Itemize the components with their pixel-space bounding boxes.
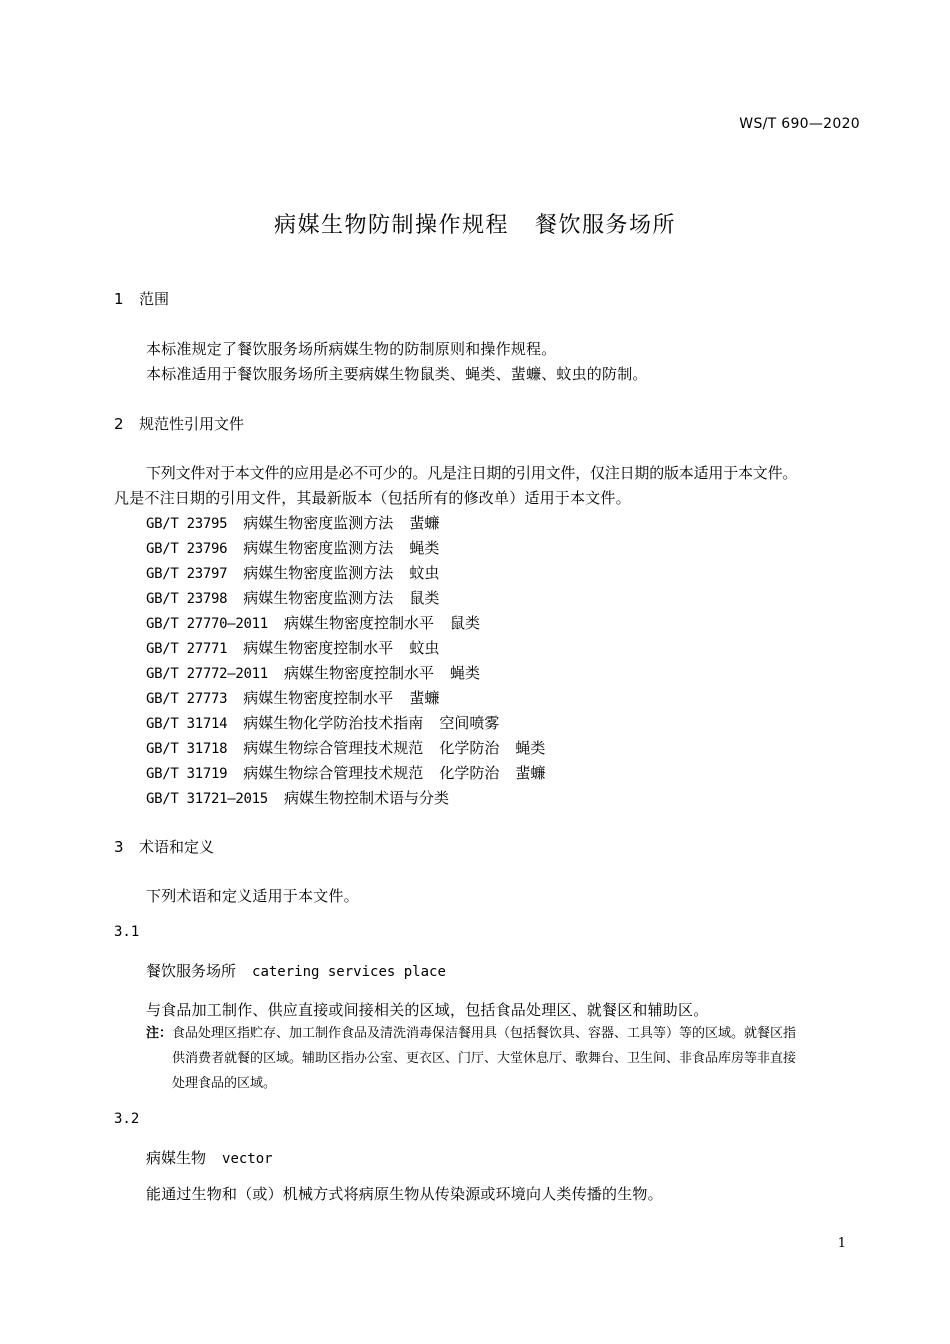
reference-item: GB/T 23796 病媒生物密度监测方法 蝇类 [146, 539, 440, 557]
term-en: vector [222, 1151, 273, 1167]
note-line: 食品处理区指贮存、加工制作食品及清洗消毒保洁餐用具（包括餐饮具、容器、工具等）等的区域。就餐区指 [172, 1026, 797, 1041]
paragraph: 下列术语和定义适用于本文件。 [146, 887, 359, 905]
paragraph: 下列文件对于本文件的应用是必不可少的。凡是注日期的引用文件，仅注日期的版本适用于本文件。 [146, 464, 798, 482]
paragraph: 本标准适用于餐饮服务场所主要病媒生物鼠类、蝇类、蜚蠊、蚊虫的防制。 [146, 365, 648, 383]
section-2-heading [114, 413, 244, 434]
subsection-number: 3.2 [114, 1111, 140, 1127]
page-number: 1 [837, 1236, 846, 1251]
term-definition: 能通过生物和（或）机械方式将病原生物从传染源或环境向人类传播的生物。 [146, 1185, 663, 1203]
title-sub: 餐饮服务场所 [535, 213, 677, 238]
paragraph: 本标准规定了餐饮服务场所病媒生物的防制原则和操作规程。 [146, 340, 557, 358]
reference-item: GB/T 31719 病媒生物综合管理技术规范 化学防治 蜚蠊 [146, 764, 546, 782]
section-number: 3 [114, 838, 124, 856]
section-heading-text: 规范性引用文件 [139, 415, 245, 433]
note-line: 供消费者就餐的区域。辅助区指办公室、更衣区、门厅、大堂休息厅、歌舞台、卫生间、非食品库房等非直接 [172, 1051, 797, 1066]
note-label: 注： [146, 1026, 173, 1041]
document-number: WS/T 690—2020 [739, 116, 860, 132]
page-title [0, 208, 950, 239]
section-1-heading [114, 288, 169, 309]
section-number: 1 [114, 290, 124, 308]
reference-item: GB/T 27772—2011 病媒生物密度控制水平 蝇类 [146, 664, 480, 682]
reference-item: GB/T 31721—2015 病媒生物控制术语与分类 [146, 789, 449, 807]
term-zh: 餐饮服务场所 [146, 962, 237, 980]
reference-item: GB/T 31714 病媒生物化学防治技术指南 空间喷雾 [146, 714, 500, 732]
term-en: catering services place [252, 964, 446, 980]
reference-item: GB/T 27771 病媒生物密度控制水平 蚊虫 [146, 639, 440, 657]
term-entry [146, 960, 446, 981]
reference-item: GB/T 23797 病媒生物密度监测方法 蚊虫 [146, 564, 440, 582]
section-heading-text: 范围 [139, 290, 170, 308]
reference-item: GB/T 31718 病媒生物综合管理技术规范 化学防治 蝇类 [146, 739, 546, 757]
section-number: 2 [114, 415, 124, 433]
title-main: 病媒生物防制操作规程 [273, 213, 509, 238]
section-heading-text: 术语和定义 [139, 838, 215, 856]
term-entry [146, 1147, 273, 1168]
reference-item: GB/T 23795 病媒生物密度监测方法 蜚蠊 [146, 514, 440, 532]
term-definition: 与食品加工制作、供应直接或间接相关的区域，包括食品处理区、就餐区和辅助区。 [146, 1001, 709, 1019]
paragraph: 凡是不注日期的引用文件，其最新版本（包括所有的修改单）适用于本文件。 [114, 489, 631, 507]
section-3-heading [114, 836, 214, 857]
subsection-number: 3.1 [114, 924, 140, 940]
term-zh: 病媒生物 [146, 1149, 207, 1167]
reference-item: GB/T 27773 病媒生物密度控制水平 蜚蠊 [146, 689, 440, 707]
note-line: 处理食品的区域。 [172, 1076, 277, 1091]
reference-item: GB/T 27770—2011 病媒生物密度控制水平 鼠类 [146, 614, 480, 632]
reference-item: GB/T 23798 病媒生物密度监测方法 鼠类 [146, 589, 440, 607]
